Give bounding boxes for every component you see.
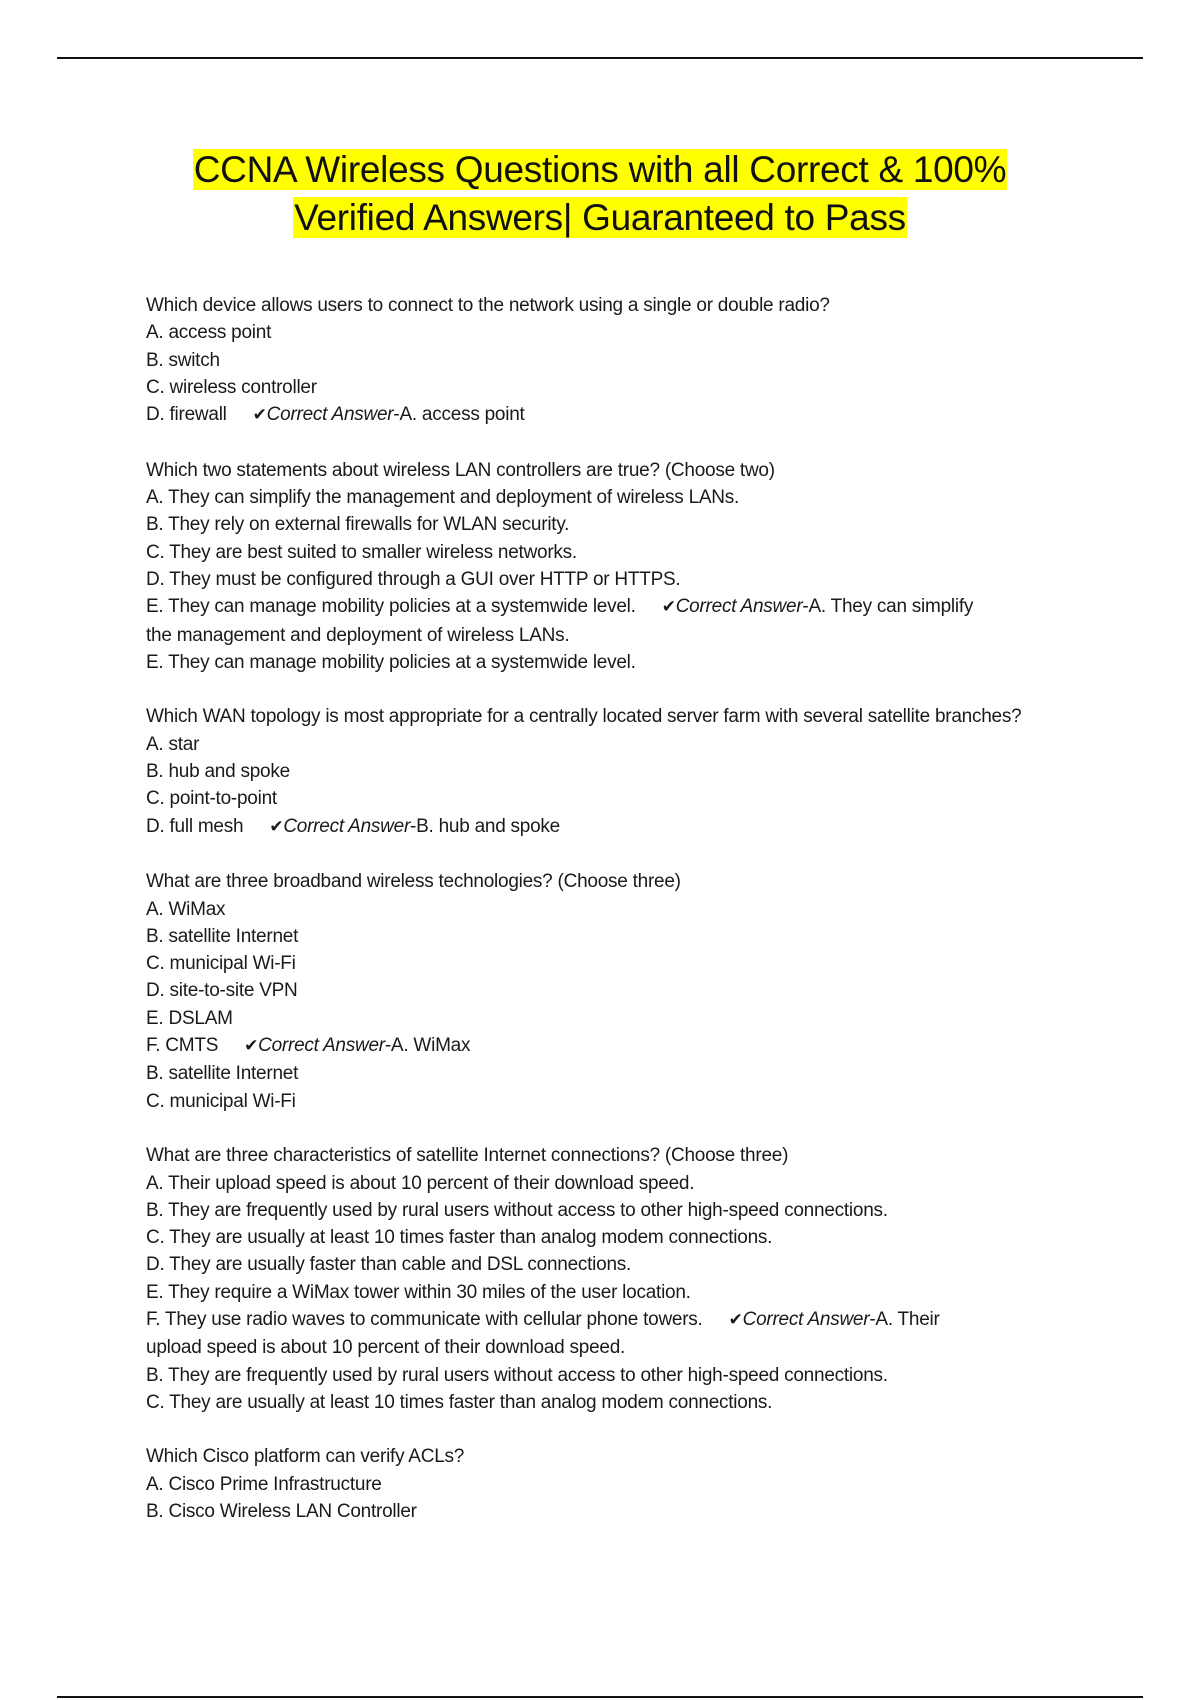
- answer-option: A. star: [146, 733, 200, 755]
- answer-option: D. full mesh: [146, 815, 244, 837]
- answer-option: D. They must be configured through a GUI over HTTP or HTTPS.: [146, 568, 681, 590]
- correct-answer-text: -A. Their: [869, 1308, 940, 1330]
- title-line-1: CCNA Wireless Questions with all Correct & 100%: [193, 149, 1007, 190]
- answer-option: C. point-to-point: [146, 788, 277, 810]
- answer-option: B. They are frequently used by rural users without access to other high-speed connections.: [146, 1199, 888, 1221]
- answer-option: E. DSLAM: [146, 1007, 233, 1029]
- correct-answer-label: Correct Answer: [675, 596, 803, 618]
- correct-answer-text: -A. They can simplify: [802, 596, 974, 618]
- question-block: [146, 868, 1066, 1115]
- correct-answer-line: B. They are frequently used by rural users without access to other high-speed connections.: [146, 1364, 888, 1386]
- answer-option: A. Their upload speed is about 10 percent of their download speed.: [146, 1172, 695, 1194]
- answer-option-with-key: [146, 401, 1066, 429]
- correct-answer-label: Correct Answer: [258, 1035, 385, 1057]
- question-text: What are three characteristics of satellite Internet connections? (Choose three): [146, 1145, 789, 1167]
- question-text: Which Cisco platform can verify ACLs?: [146, 1446, 465, 1468]
- correct-answer-text: -A. access point: [393, 404, 525, 426]
- answer-option: E. They require a WiMax tower within 30 miles of the user location.: [146, 1281, 691, 1303]
- checkmark-icon: ✔: [728, 1309, 743, 1330]
- answer-option: A. access point: [146, 322, 272, 344]
- correct-answer-text: -A. WiMax: [384, 1035, 471, 1057]
- checkmark-icon: ✔: [661, 597, 676, 618]
- question-text: What are three broadband wireless technologies? (Choose three): [146, 871, 681, 893]
- answer-option: B. switch: [146, 349, 220, 371]
- correct-answer-line: the management and deployment of wireless LANs.: [146, 624, 570, 646]
- correct-answer-line: C. municipal Wi-Fi: [146, 1090, 296, 1112]
- checkmark-icon: ✔: [252, 405, 267, 426]
- answer-option-with-key: [146, 813, 1066, 841]
- answer-option: A. They can simplify the management and deployment of wireless LANs.: [146, 487, 740, 509]
- answer-option: B. hub and spoke: [146, 761, 290, 783]
- question-block: [146, 1443, 1066, 1525]
- answer-option-with-key: [146, 593, 1066, 621]
- answer-option: F. They use radio waves to communicate with cellular phone towers.: [146, 1308, 703, 1330]
- correct-answer-text: -B. hub and spoke: [410, 815, 560, 837]
- bottom-rule: [57, 1696, 1143, 1698]
- answer-option: B. satellite Internet: [146, 925, 299, 947]
- question-text: Which two statements about wireless LAN controllers are true? (Choose two): [146, 459, 775, 481]
- correct-answer-line: E. They can manage mobility policies at a systemwide level.: [146, 651, 636, 673]
- answer-option-with-key: [146, 1306, 1066, 1334]
- correct-answer-label: Correct Answer: [742, 1308, 870, 1330]
- question-text: Which device allows users to connect to the network using a single or double radio?: [146, 295, 830, 316]
- answer-option: C. municipal Wi-Fi: [146, 953, 296, 975]
- answer-option: B. They rely on external firewalls for WLAN security.: [146, 514, 570, 536]
- answer-option: C. wireless controller: [146, 376, 317, 398]
- answer-option: F. CMTS: [146, 1035, 219, 1057]
- document-title: [0, 146, 1200, 242]
- answer-option-with-key: [146, 1032, 1066, 1060]
- answer-option: D. They are usually faster than cable and DSL connections.: [146, 1254, 632, 1276]
- top-rule: [57, 57, 1143, 59]
- correct-answer-line: B. satellite Internet: [146, 1063, 299, 1085]
- answer-option: D. firewall: [146, 404, 227, 426]
- question-text: Which WAN topology is most appropriate for a centrally located server farm with several satellite branches?: [146, 706, 1022, 728]
- answer-option: D. site-to-site VPN: [146, 980, 298, 1002]
- title-line-2: Verified Answers| Guaranteed to Pass: [294, 197, 906, 238]
- answer-option: C. They are best suited to smaller wireless networks.: [146, 541, 577, 563]
- correct-answer-label: Correct Answer: [266, 404, 394, 426]
- correct-answer-line: C. They are usually at least 10 times faster than analog modem connections.: [146, 1391, 773, 1413]
- answer-option: A. Cisco Prime Infrastructure: [146, 1473, 382, 1495]
- checkmark-icon: ✔: [244, 1036, 259, 1057]
- answer-option: B. Cisco Wireless LAN Controller: [146, 1501, 417, 1523]
- answer-option: A. WiMax: [146, 898, 226, 920]
- question-block: [146, 457, 1066, 676]
- question-block: [146, 1142, 1066, 1416]
- correct-answer-label: Correct Answer: [283, 815, 411, 837]
- correct-answer-line: upload speed is about 10 percent of their download speed.: [146, 1337, 626, 1359]
- answer-option: E. They can manage mobility policies at a systemwide level.: [146, 596, 636, 618]
- answer-option: C. They are usually at least 10 times faster than analog modem connections.: [146, 1227, 773, 1249]
- question-list: [146, 292, 1066, 1553]
- question-block: [146, 292, 1066, 429]
- question-block: [146, 703, 1066, 840]
- checkmark-icon: ✔: [269, 816, 284, 837]
